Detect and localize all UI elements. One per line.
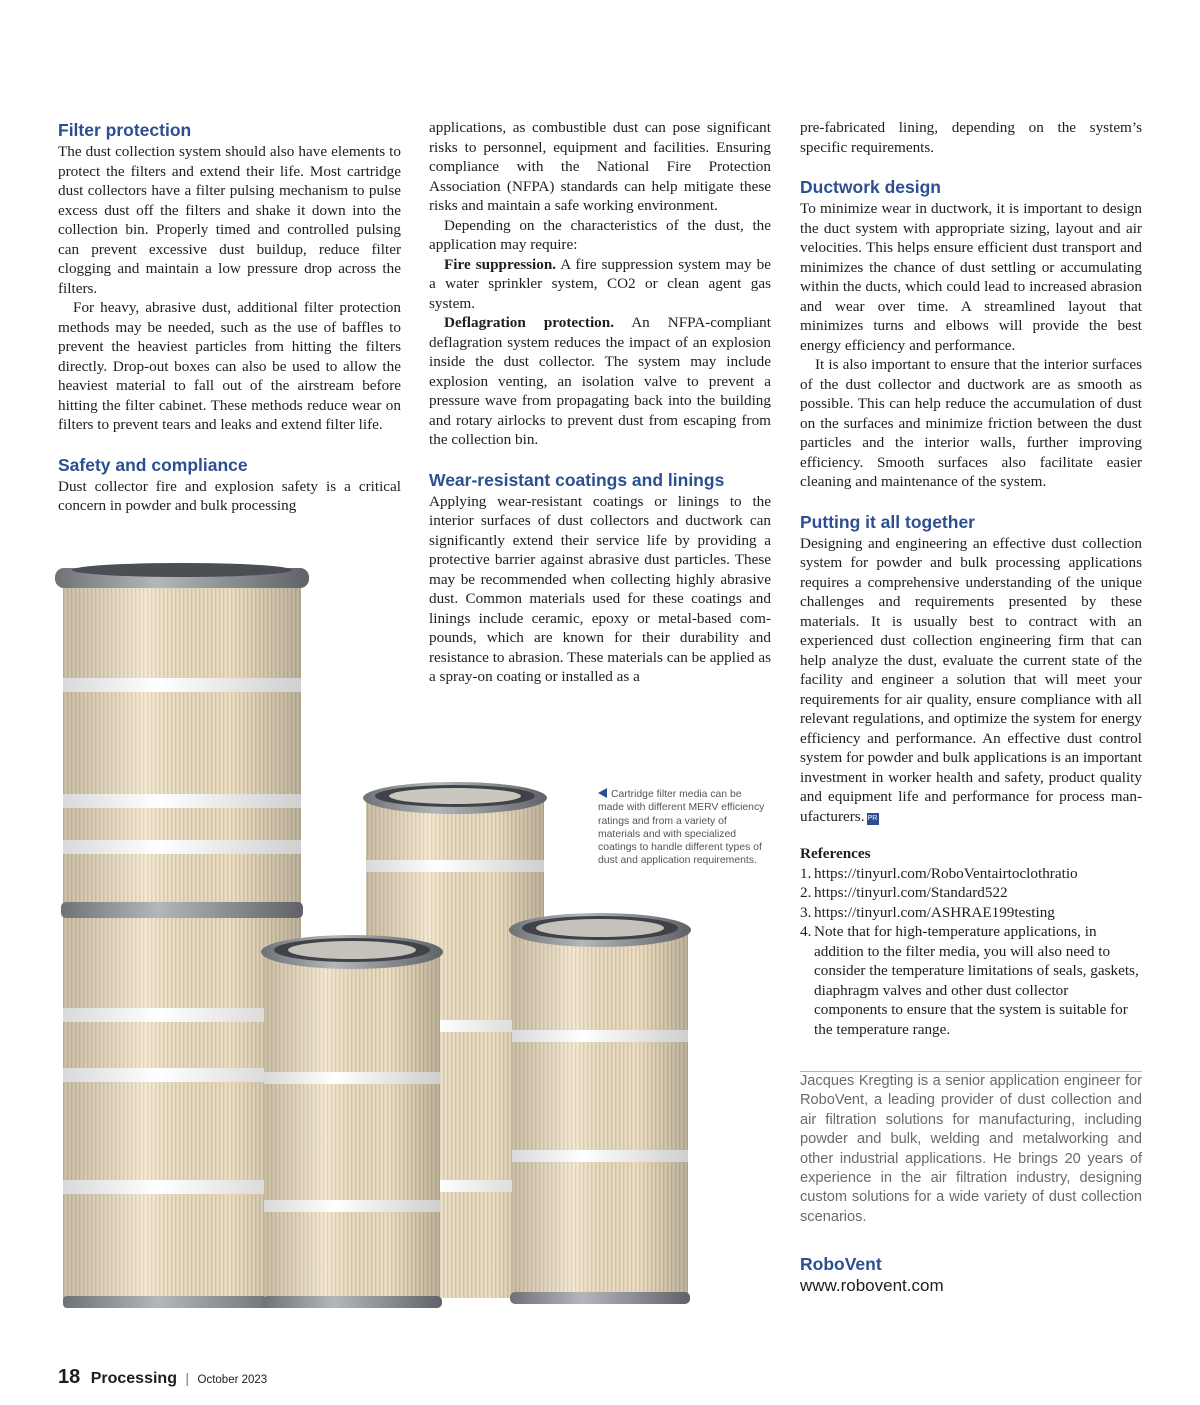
reference-item — [800, 903, 1142, 923]
reference-number: 1. — [800, 864, 812, 882]
heading-putting-together: Putting it all together — [800, 511, 975, 532]
caption-text: Cartridge filter media can be made with different MERV efficiency ratings and from a variety of materials and with specialized coatings to handle different types of dust and application requirements. — [598, 789, 765, 867]
heading-wear-resistant: Wear-resistant coatings and linings — [429, 469, 725, 490]
reference-number: 3. — [800, 903, 812, 921]
company-name: RoboVent — [800, 1254, 882, 1275]
column-3 — [800, 118, 1142, 1297]
reference-link[interactable]: https://tinyurl.com/RoboVentairtoclothratio — [814, 864, 1078, 882]
right-filter — [509, 913, 691, 1304]
paragraph: It is also important to ensure that the interior surfaces of the dust collector and ductwork are as smooth as possible. This can help reduce the accumulation of dust on the surfaces and minimize friction between the dust particles and the interior walls, further improving efficiency. Smooth surfaces also facilitate easier cleaning and maintenance of the system. — [800, 356, 1142, 490]
paragraph: Applying wear-resistant coatings or linings to the interior surfaces of dust collectors and ductwork can significantly extend their service life by providing a protective barrier against abrasive dust particles. These may be recommended when collecting highly abrasive dust. Common materials used for these coatings and linings include ceramic, epoxy or metal-based compounds, which are known for their durability and resistance to abrasion. These materials can be applied as a spray-on coating or installed as a — [429, 492, 771, 685]
references-title: References — [800, 845, 871, 862]
deflagration-label: Deflagration protection. — [444, 314, 615, 331]
conclusion-text: Designing and engineering an effective dust collection system for powder and bulk processing applications requires a comprehensive understanding of the unique challenges and requirements presented by these materials. It is usually best to contract with an experienced dust collection engineering firm that can help analyze the dust, evaluate the current state of the facility and engineer a solution that will meet your requirements for air quality, ensure compliance with all relevant regulations, and optimize the system for energy efficiency and performance. An effective dust control system for powder and bulk applications is an important investment in worker health and safety, product quality and equipment life and performance for process manufacturers. — [800, 534, 1142, 825]
fire-suppression-text: A fire suppression system may be a water sprinkler system, CO2 or clean agent gas system. — [429, 255, 771, 312]
page-number: 18 — [58, 1366, 81, 1388]
photo-caption — [598, 788, 770, 868]
issue-date: October 2023 — [197, 1374, 268, 1386]
reference-number: 4. — [800, 923, 812, 940]
paragraph-conclusion — [800, 534, 1142, 827]
cartridge-filters-photo — [55, 560, 770, 1320]
heading-filter-protection: Filter protection — [58, 120, 192, 140]
paragraph: applications, as combustible dust can pose significant risks to personnel, equipment and facilities. Ensuring compliance with the National Fire Protection Association (NFPA) standards can help mitigate these risks and maintain a safe working environment. — [429, 119, 771, 214]
front-filter — [261, 935, 443, 1308]
footer-separator: | — [185, 1370, 190, 1386]
reference-link[interactable]: https://tinyurl.com/Standard522 — [814, 884, 1008, 901]
end-mark-icon: PR — [867, 813, 879, 825]
reference-item — [800, 883, 1142, 903]
company-website-link[interactable]: www.robovent.com — [800, 1276, 944, 1296]
heading-safety-compliance: Safety and compliance — [58, 454, 248, 475]
paragraph: The dust collection system should also have elements to protect the filters and extend their life. Most cartridge dust collectors have a filter pulsing mechanism to pulse excess dust off the filters and shake it down into the collection bin. Properly timed and controlled pulsing can prevent excessive dust buildup, reduce filter clogging and maintain a low pressure drop across the filters. — [58, 143, 401, 297]
page-footer — [58, 1366, 267, 1389]
deflagration-text: An NFPA-compliant deflagration system reduces the impact of an explosion inside the dust collector. The system may include explosion venting, an isolation valve to prevent a pressure wave from propagating back into the building and rotary airlocks to prevent dust from escaping from the collection bin. — [429, 314, 771, 448]
author-bio: Jacques Kregting is a senior application engineer for RoboVent, a leading provider of dust collection and air filtration solutions for manufacturing, including powder and bulk, welding and metalworking and other industrial applications. He brings 20 years of experience in the air filtration industry, designing custom solutions for a wide variety of dust collection scenarios. — [800, 1073, 1142, 1225]
reference-text: Note that for high-temperature applications, in addition to the filter media, you will also need to consider the temperature limitations of seals, gaskets, diaphragm valves and other dust collector components to ensure that the system is suitable for the temperature range. — [814, 923, 1139, 1038]
heading-ductwork-design: Ductwork design — [800, 177, 941, 197]
fire-suppression-item — [429, 255, 771, 314]
reference-link[interactable]: https://tinyurl.com/ASHRAE199testing — [814, 903, 1055, 921]
deflagration-item — [429, 313, 771, 450]
reference-item — [800, 864, 1142, 884]
column-1 — [58, 118, 401, 516]
paragraph: Dust collector fire and explosion safety is a critical concern in powder and bulk processing — [58, 477, 401, 514]
caption-arrow-icon — [598, 788, 607, 798]
references-list — [800, 864, 1142, 1040]
paragraph: Depending on the characteristics of the dust, the application may require: — [429, 216, 771, 253]
paragraph: To minimize wear in ductwork, it is important to design the duct system with appropriate sizing, layout and air velocities. This helps ensure efficient dust transport and minimizes the chance of dust settling or accumulating within the ducts, which could lead to increased abrasion and wear over time. A streamlined layout that minimizes turns and elbows will provide the best energy efficiency and performance. — [800, 200, 1142, 354]
reference-number: 2. — [800, 884, 812, 901]
magazine-name: Processing — [90, 1370, 177, 1387]
paragraph: For heavy, abrasive dust, additional filter protection methods may be needed, such as the use of baffles to prevent the heaviest particles from hitting the filters directly. Drop-out boxes can also be used to allow the heaviest material to fall out of the airstream before hitting the filter cabinet. These methods reduce wear on filters to prevent tears and leaks and extend filter life. — [58, 299, 401, 433]
fire-suppression-label: Fire suppression. — [444, 255, 557, 273]
paragraph: pre-fabricated lining, depending on the system’s specific requirements. — [800, 119, 1142, 156]
reference-item — [800, 922, 1142, 1039]
